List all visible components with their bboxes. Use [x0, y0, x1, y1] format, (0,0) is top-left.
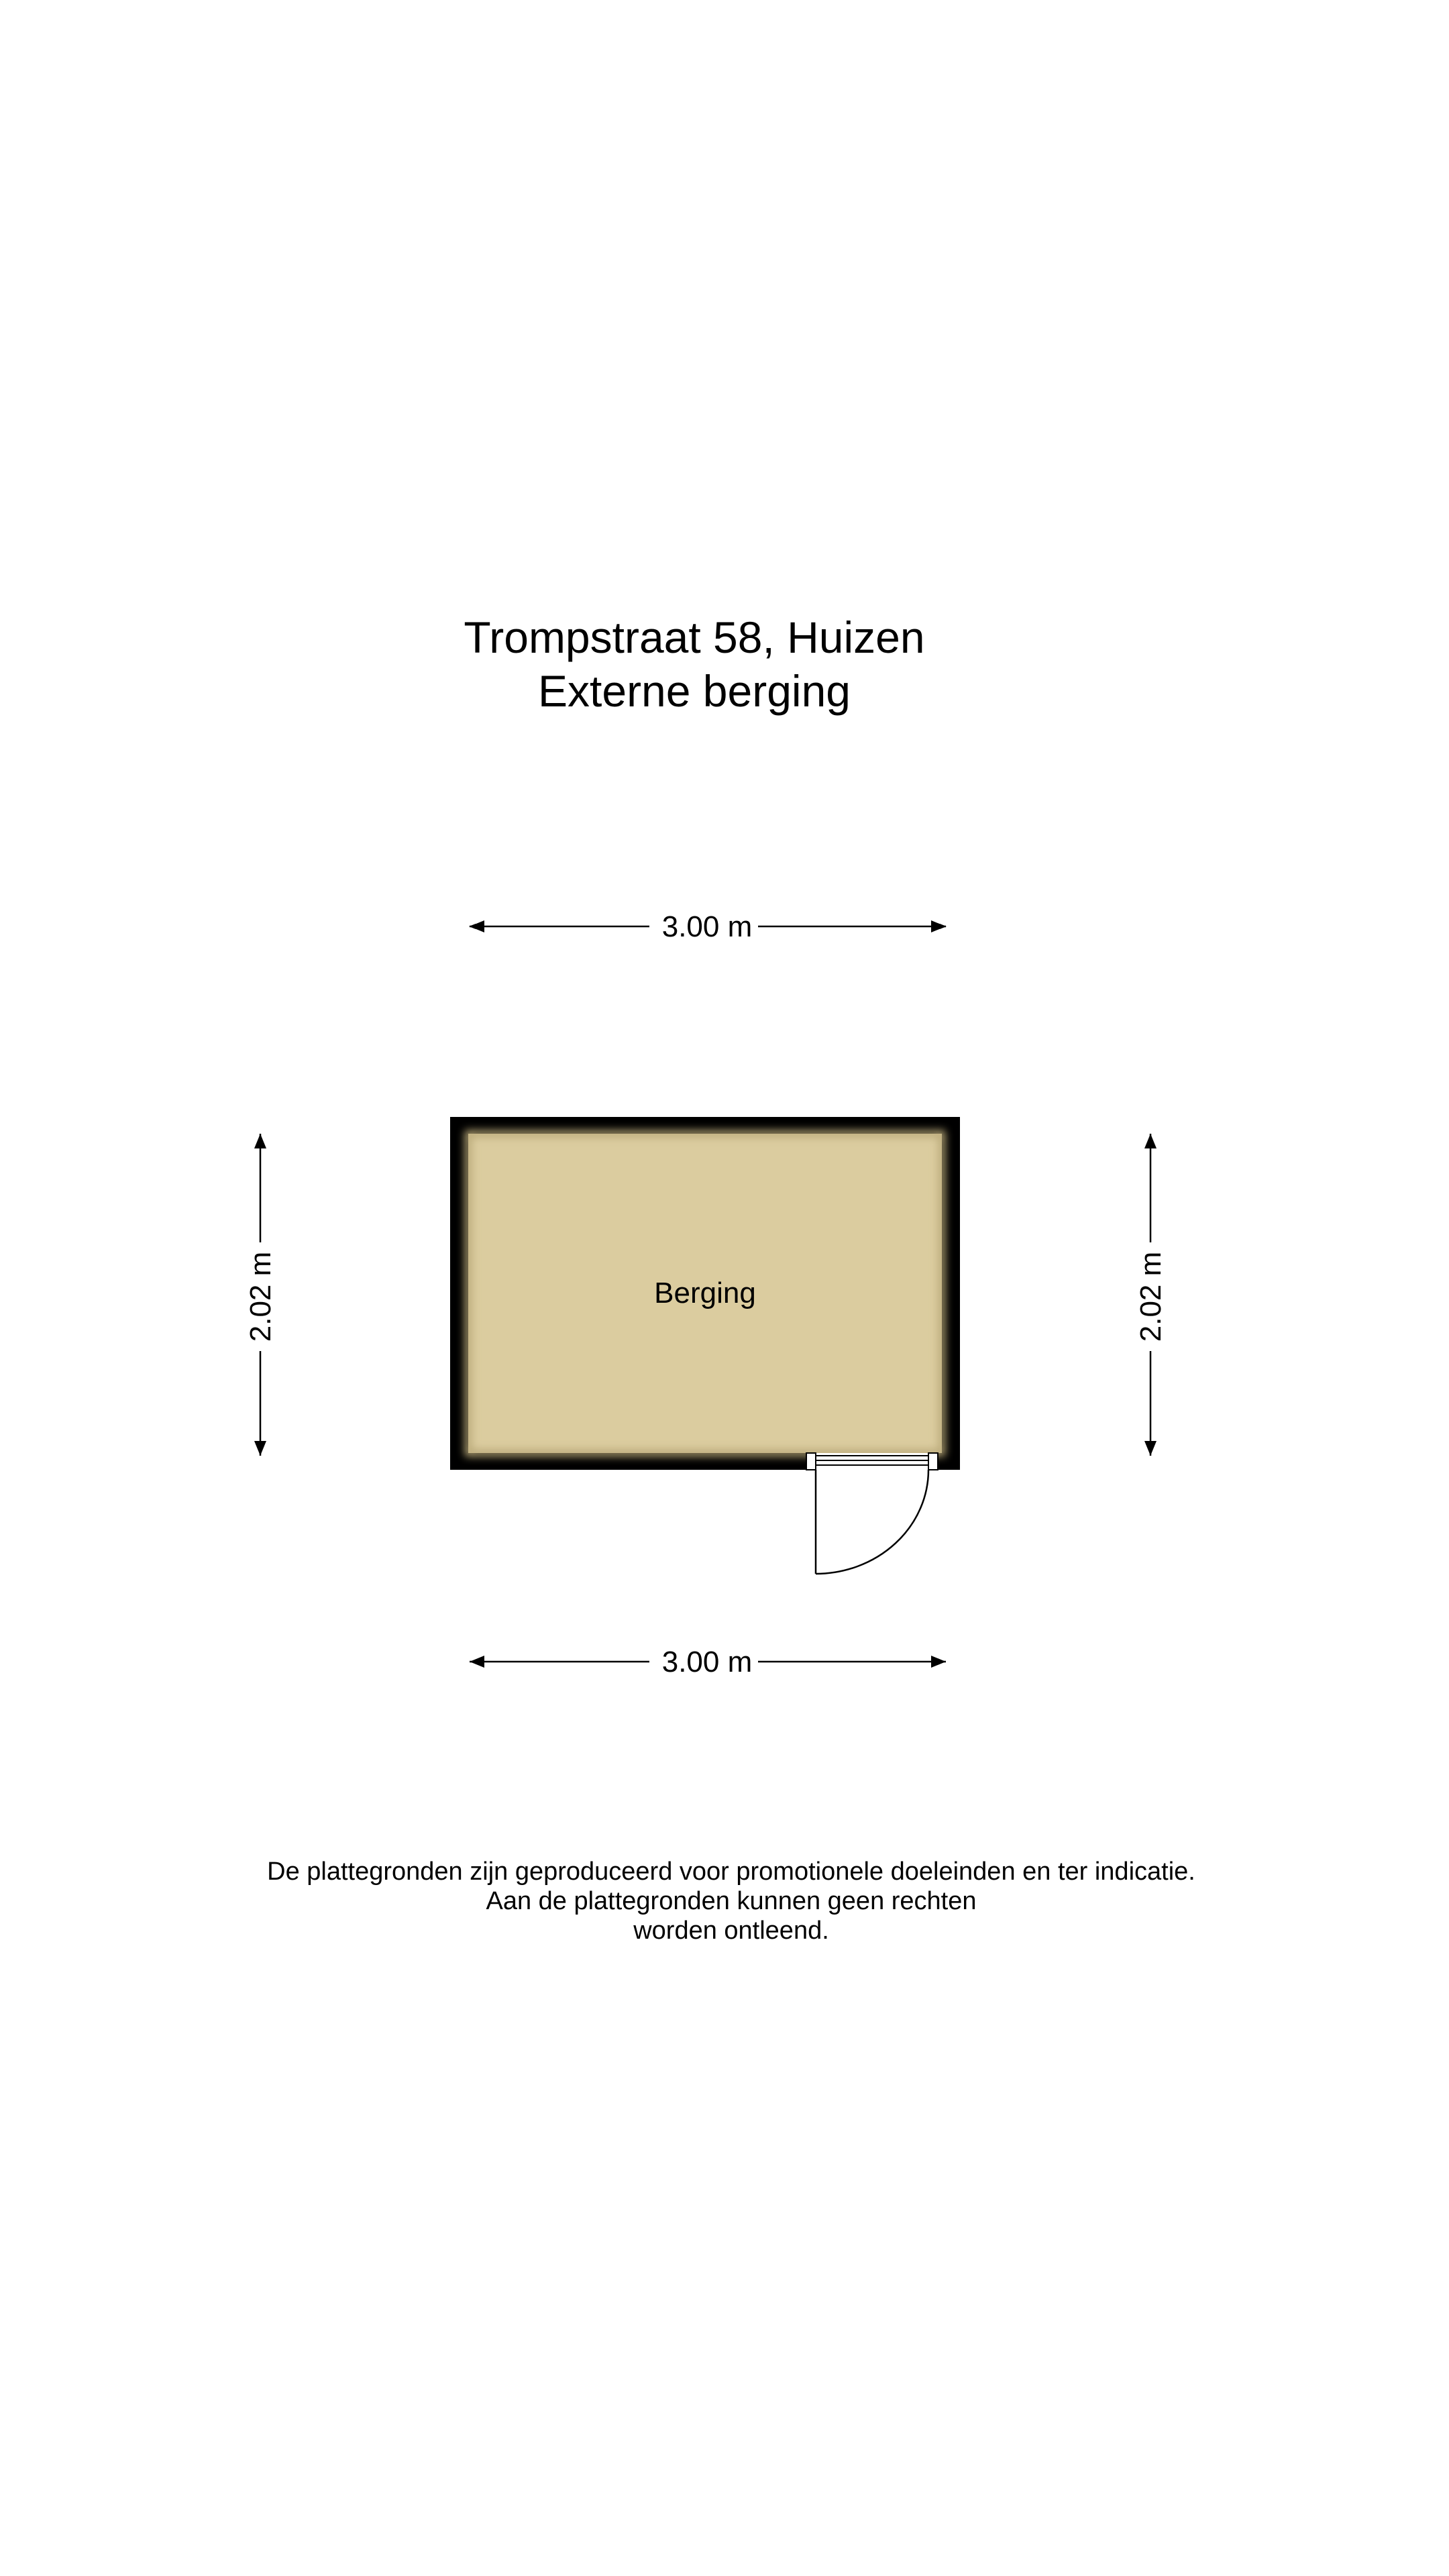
- disclaimer: [0, 1857, 1449, 1945]
- dimension-top-label: 3.00 m: [661, 910, 753, 943]
- room-berging: [450, 1117, 960, 1470]
- address-title: Trompstraat 58, Huizen: [464, 612, 925, 662]
- dimension-left-label: 2.02 m: [244, 1251, 277, 1342]
- floor-name: Externe berging: [538, 666, 851, 716]
- room-label: Berging: [654, 1277, 756, 1309]
- door: [806, 1453, 938, 1574]
- disclaimer-line-1: De plattegronden zijn geproduceerd voor promotionele doeleinden en ter indicatie.: [267, 1858, 1195, 1886]
- dimension-right: [1134, 1134, 1167, 1456]
- dimension-top: [470, 910, 946, 943]
- dimension-left: [244, 1134, 277, 1456]
- dimension-bottom: [470, 1646, 946, 1678]
- dimension-bottom-label: 3.00 m: [661, 1646, 753, 1678]
- door-swing-arc: [816, 1470, 928, 1574]
- dimension-right-label: 2.02 m: [1134, 1251, 1167, 1342]
- disclaimer-line-3: worden ontleend.: [633, 1917, 829, 1945]
- disclaimer-line-2: Aan de plattegronden kunnen geen rechten: [486, 1887, 977, 1915]
